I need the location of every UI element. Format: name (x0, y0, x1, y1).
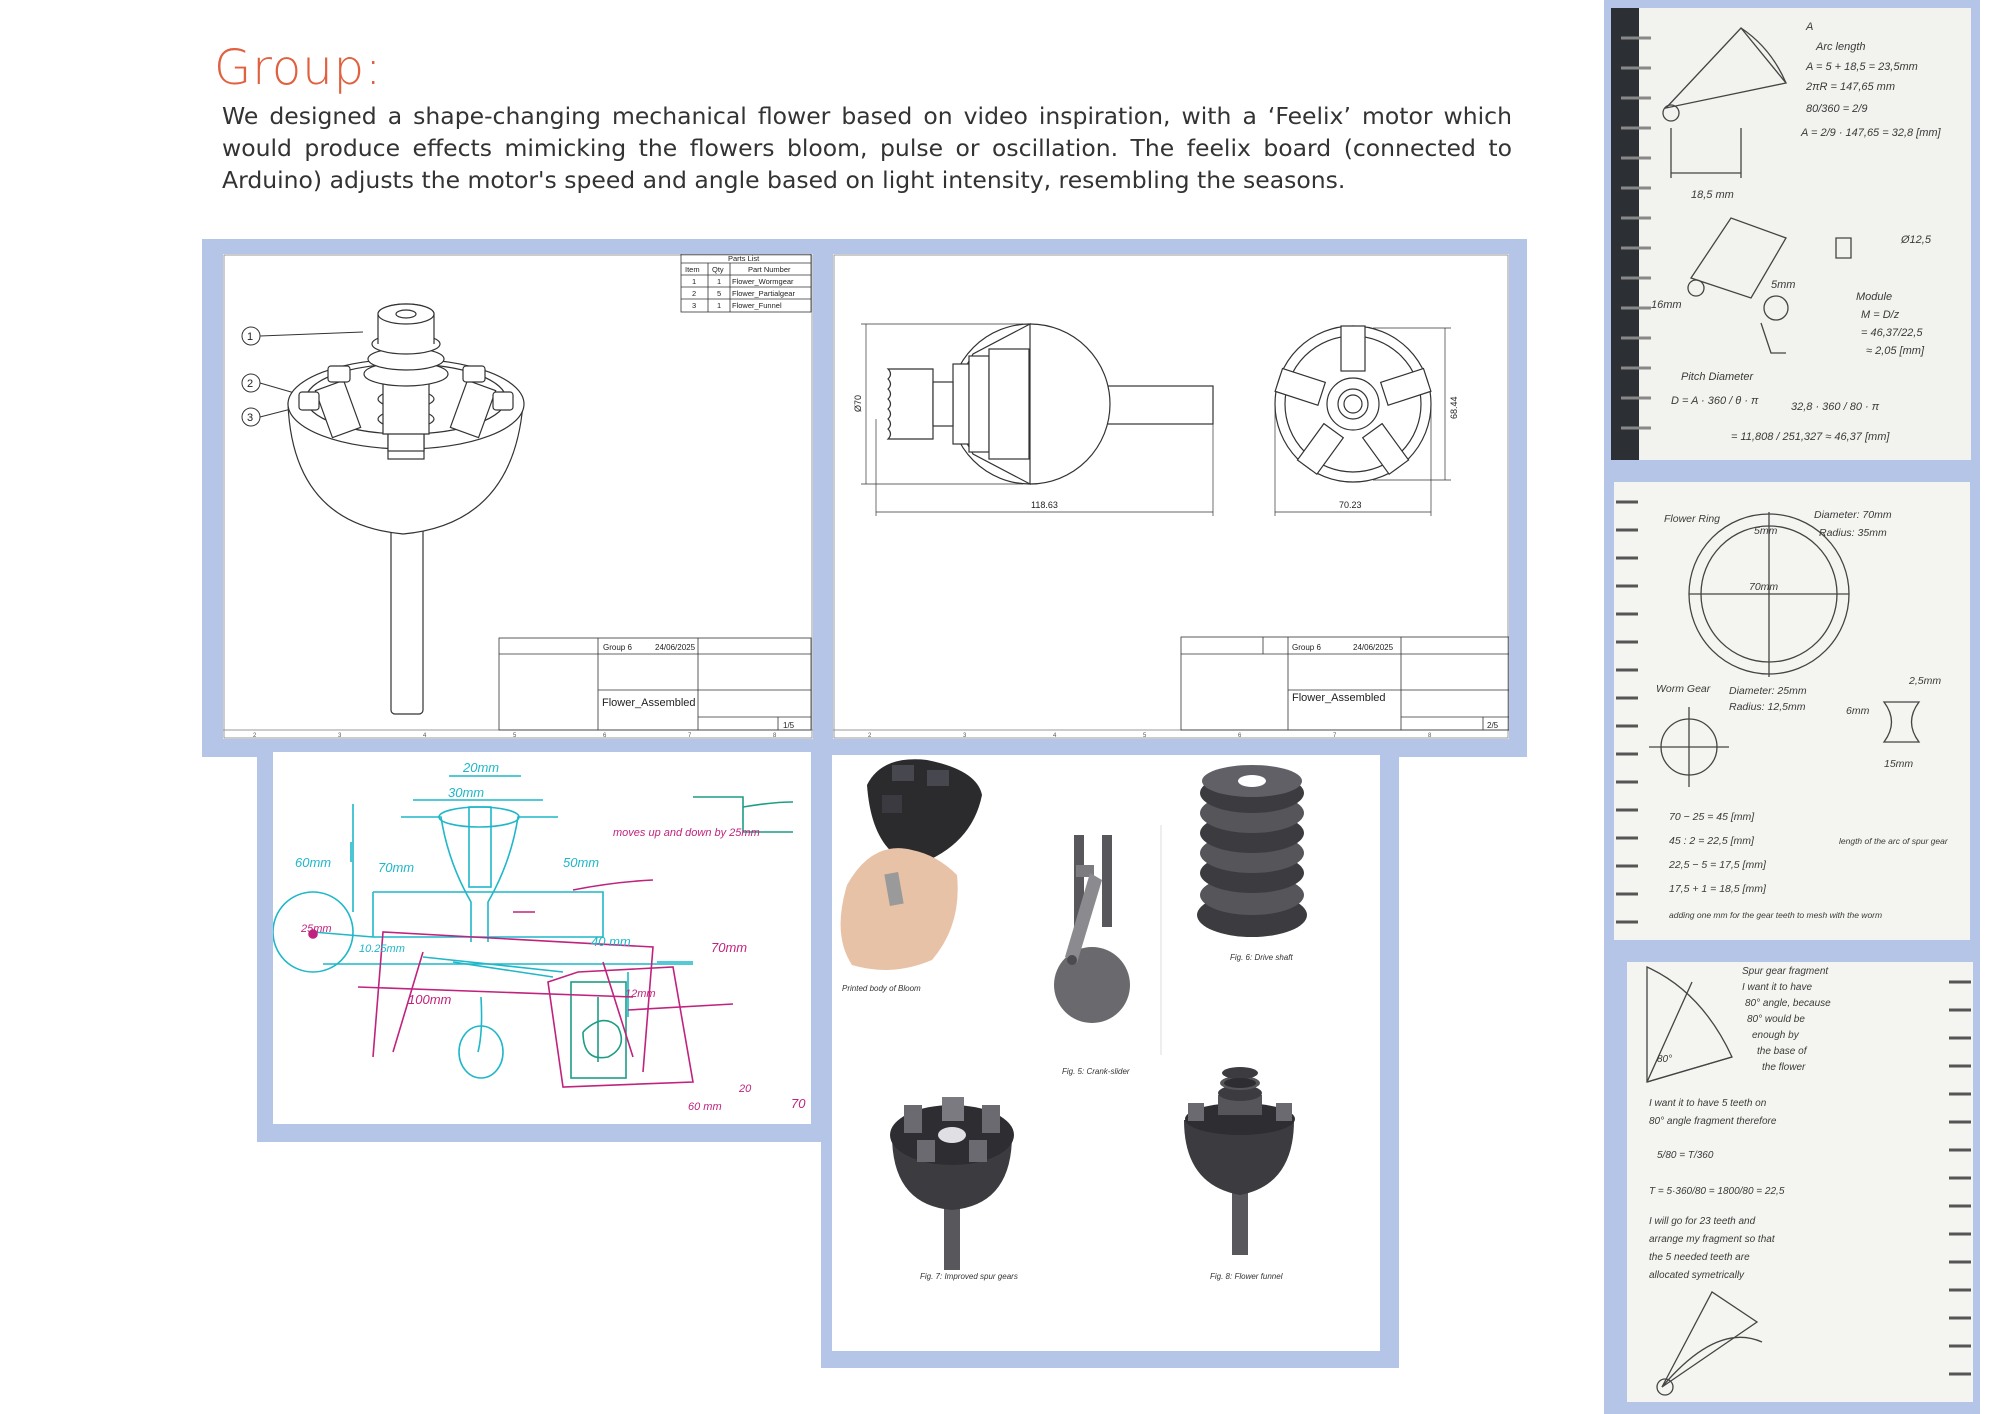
flower-side-view (888, 324, 1213, 484)
title-block-date: 24/06/2025 (1353, 643, 1394, 652)
parts-list-cell: 1 (717, 301, 722, 310)
notebook-text: Arc length (1816, 41, 1866, 53)
project-description: We designed a shape-changing mechanical flower based on video inspiration, with a ‘Feelix’ motor which would produce effects mimicking the flowers bloom, pulse or oscillation. The feelix board (connected to Arduino) adjusts the motor's speed and angle based on light intensity, resembling the seasons. (222, 102, 1512, 194)
border-number: 2 (253, 733, 257, 739)
sketch-label: 12mm (625, 988, 656, 1000)
notebook-text: Diameter: 25mm (1729, 685, 1807, 697)
notebook-text: 22,5 − 5 = 17,5 [mm] (1669, 859, 1766, 871)
parts-list-header: Item (685, 265, 700, 274)
notebook-text: Radius: 12,5mm (1729, 701, 1806, 713)
border-number: 7 (1333, 733, 1337, 739)
dimension-height: 68.44 (1449, 396, 1459, 419)
notebook-text: 80° angle, because (1745, 998, 1831, 1009)
title-block (1181, 637, 1509, 730)
parts-list-header: Qty (712, 265, 724, 274)
notebook-sketch-2 (1614, 482, 1970, 940)
parts-list-header: Part Number (748, 265, 791, 274)
sketch-label: moves up and down by 25mm (613, 827, 760, 839)
notebook-text: Worm Gear (1656, 683, 1711, 695)
parts-list-cell: 3 (692, 301, 697, 310)
drawing-sheet-1 (223, 254, 813, 739)
notebook-text: = 11,808 / 251,327 ≈ 46,37 [mm] (1731, 431, 1890, 443)
crank-slider-render (1054, 835, 1130, 1023)
title-block-sheet: 1/5 (783, 721, 795, 730)
drive-shaft-render (1197, 765, 1307, 937)
photo-caption: Printed body of Bloom (842, 984, 921, 993)
parts-list-cell: 1 (717, 277, 722, 286)
sketch-label: 10.25mm (359, 943, 405, 955)
notebook-text: Ø12,5 (1901, 234, 1931, 246)
border-number: 5 (1143, 733, 1147, 739)
printed-body-photo (832, 755, 987, 977)
notebook-text: Module (1856, 291, 1893, 303)
notebook-text: the base of (1757, 1046, 1807, 1057)
notebook-text: ≈ 2,05 [mm] (1866, 345, 1924, 357)
title-block-name: Flower_Assembled (602, 697, 696, 709)
photo-caption: Fig. 5: Crank-slider (1062, 1067, 1130, 1076)
sketch-label: 40 mm (591, 934, 631, 949)
notebook-sketch-3 (1627, 962, 1973, 1402)
notebook-text: Diameter: 70mm (1814, 509, 1892, 521)
parts-list-title: Parts List (728, 254, 760, 263)
title-block-sheet: 2/5 (1487, 721, 1499, 730)
notebook-text: A = 5 + 18,5 = 23,5mm (1806, 61, 1918, 73)
notebook-text: 5mm (1771, 279, 1796, 291)
sketch-label: 100mm (408, 992, 452, 1007)
border-number: 3 (338, 733, 342, 739)
notebook-text: 45 : 2 = 22,5 [mm] (1669, 835, 1754, 847)
sketch-label: 70 (791, 1096, 806, 1111)
parts-list-table (681, 254, 811, 312)
border-number: 5 (513, 733, 517, 739)
photo-caption: Fig. 6: Drive shaft (1230, 953, 1293, 962)
notebook-text: 17,5 + 1 = 18,5 [mm] (1669, 883, 1766, 895)
notebook-text: 70mm (1749, 581, 1779, 593)
notebook-text: 5/80 = T/360 (1657, 1150, 1714, 1161)
flower-front-view (1275, 326, 1431, 482)
parts-list-cell: Flower_Funnel (732, 301, 782, 310)
border-number: 7 (688, 733, 692, 739)
notebook-text: I want it to have 5 teeth on (1649, 1098, 1767, 1109)
notebook-text: 18,5 mm (1691, 189, 1734, 201)
notebook-text: 32,8 · 360 / 80 · π (1791, 401, 1880, 413)
notebook-text: 80° angle fragment therefore (1649, 1116, 1777, 1127)
page-title: Group: (214, 40, 383, 96)
sketch-label: 25mm (301, 923, 332, 935)
notebook-text: 6mm (1846, 705, 1870, 717)
notebook-text: enough by (1752, 1030, 1799, 1041)
sketch-label: 20 (739, 1083, 752, 1095)
notebook-text: 70 − 25 = 45 [mm] (1669, 811, 1755, 823)
title-block-group: Group 6 (603, 643, 632, 652)
parts-list-cell: 5 (717, 289, 722, 298)
sketch-label: 30mm (448, 785, 485, 800)
parts-list-cell: Flower_Wormgear (732, 277, 794, 286)
spur-gears-render (890, 1097, 1014, 1270)
parts-list-cell: 2 (692, 289, 697, 298)
border-number: 6 (603, 733, 607, 739)
notebook-text: I will go for 23 teeth and (1649, 1216, 1756, 1227)
notebook-text: 80° would be (1747, 1014, 1805, 1025)
notebook-text: length of the arc of spur gear (1839, 836, 1948, 846)
notebook-text: I want it to have (1742, 982, 1813, 993)
notebook-text: = 46,37/22,5 (1861, 327, 1923, 339)
notebook-page-1 (1611, 8, 1971, 460)
notebook-text: Pitch Diameter (1681, 371, 1754, 383)
border-number: 4 (423, 733, 427, 739)
notebook-page-3 (1627, 962, 1973, 1402)
hand-sketch (273, 752, 811, 1124)
dimension-diameter: Ø70 (853, 394, 863, 412)
sketch-label: 20mm (463, 760, 500, 775)
dimension-length: 118.63 (1031, 500, 1058, 510)
notebook-text: arrange my fragment so that (1649, 1234, 1775, 1245)
notebook-text: Flower Ring (1664, 513, 1721, 525)
border-number: 6 (1238, 733, 1242, 739)
notebook-text: Radius: 35mm (1819, 527, 1887, 539)
mechanism-sketch (273, 752, 811, 1124)
notebook-text: A = 2/9 · 147,65 = 32,8 [mm] (1801, 127, 1941, 139)
border-number: 8 (773, 733, 777, 739)
notebook-text: the 5 needed teeth are (1649, 1252, 1750, 1263)
notebook-text: 2,5mm (1909, 675, 1942, 687)
border-number: 2 (868, 733, 872, 739)
border-number: 4 (1053, 733, 1057, 739)
orthographic-drawing-2 (833, 254, 1509, 739)
title-block-date: 24/06/2025 (655, 643, 696, 652)
notebook-sketch-1 (1611, 8, 1971, 460)
notebook-text: A (1806, 21, 1814, 33)
notebook-text: adding one mm for the gear teeth to mesh with the worm (1669, 910, 1883, 920)
notebook-text: 5mm (1754, 525, 1778, 537)
sketch-label: 60mm (295, 855, 332, 870)
sketch-label: 70mm (711, 940, 748, 955)
border-number: 3 (963, 733, 967, 739)
flower-isometric-view (288, 304, 524, 714)
dimension-width: 70.23 (1339, 500, 1362, 510)
sketch-label: 50mm (563, 855, 600, 870)
notebook-text: 80/360 = 2/9 (1806, 103, 1868, 115)
parts-list-cell: Flower_Partialgear (732, 289, 795, 298)
balloon-label: 1 (247, 331, 254, 343)
notebook-text: M = D/z (1861, 309, 1900, 321)
notebook-page-2 (1614, 482, 1970, 940)
notebook-text: D = A · 360 / θ · π (1671, 395, 1759, 407)
border-number: 8 (1428, 733, 1432, 739)
sketch-label: 70mm (378, 860, 415, 875)
notebook-text: 2πR = 147,65 mm (1806, 81, 1895, 93)
parts-list-cell: 1 (692, 277, 697, 286)
assembly-drawing-1 (223, 254, 813, 739)
renders-figures (832, 755, 1380, 1351)
title-block-group: Group 6 (1292, 643, 1321, 652)
notebook-text: 16mm (1651, 299, 1682, 311)
photo-caption: Fig. 7: Improved spur gears (920, 1272, 1018, 1281)
title-block-name: Flower_Assembled (1292, 692, 1386, 704)
renders-sheet (832, 755, 1380, 1351)
flower-funnel-render (1184, 1067, 1295, 1255)
notebook-text: allocated symetrically (1649, 1270, 1745, 1281)
notebook-text: 15mm (1884, 758, 1914, 770)
notebook-text: the flower (1762, 1062, 1806, 1073)
notebook-text: Spur gear fragment (1742, 966, 1829, 977)
sketch-label: 60 mm (688, 1101, 722, 1113)
drawing-sheet-2 (833, 254, 1509, 739)
notebook-text: 80° (1657, 1054, 1673, 1065)
balloon-label: 2 (247, 378, 254, 390)
photo-caption: Fig. 8: Flower funnel (1210, 1272, 1283, 1281)
notebook-text: T = 5·360/80 = 1800/80 = 22,5 (1649, 1186, 1785, 1197)
balloon-label: 3 (247, 412, 254, 424)
